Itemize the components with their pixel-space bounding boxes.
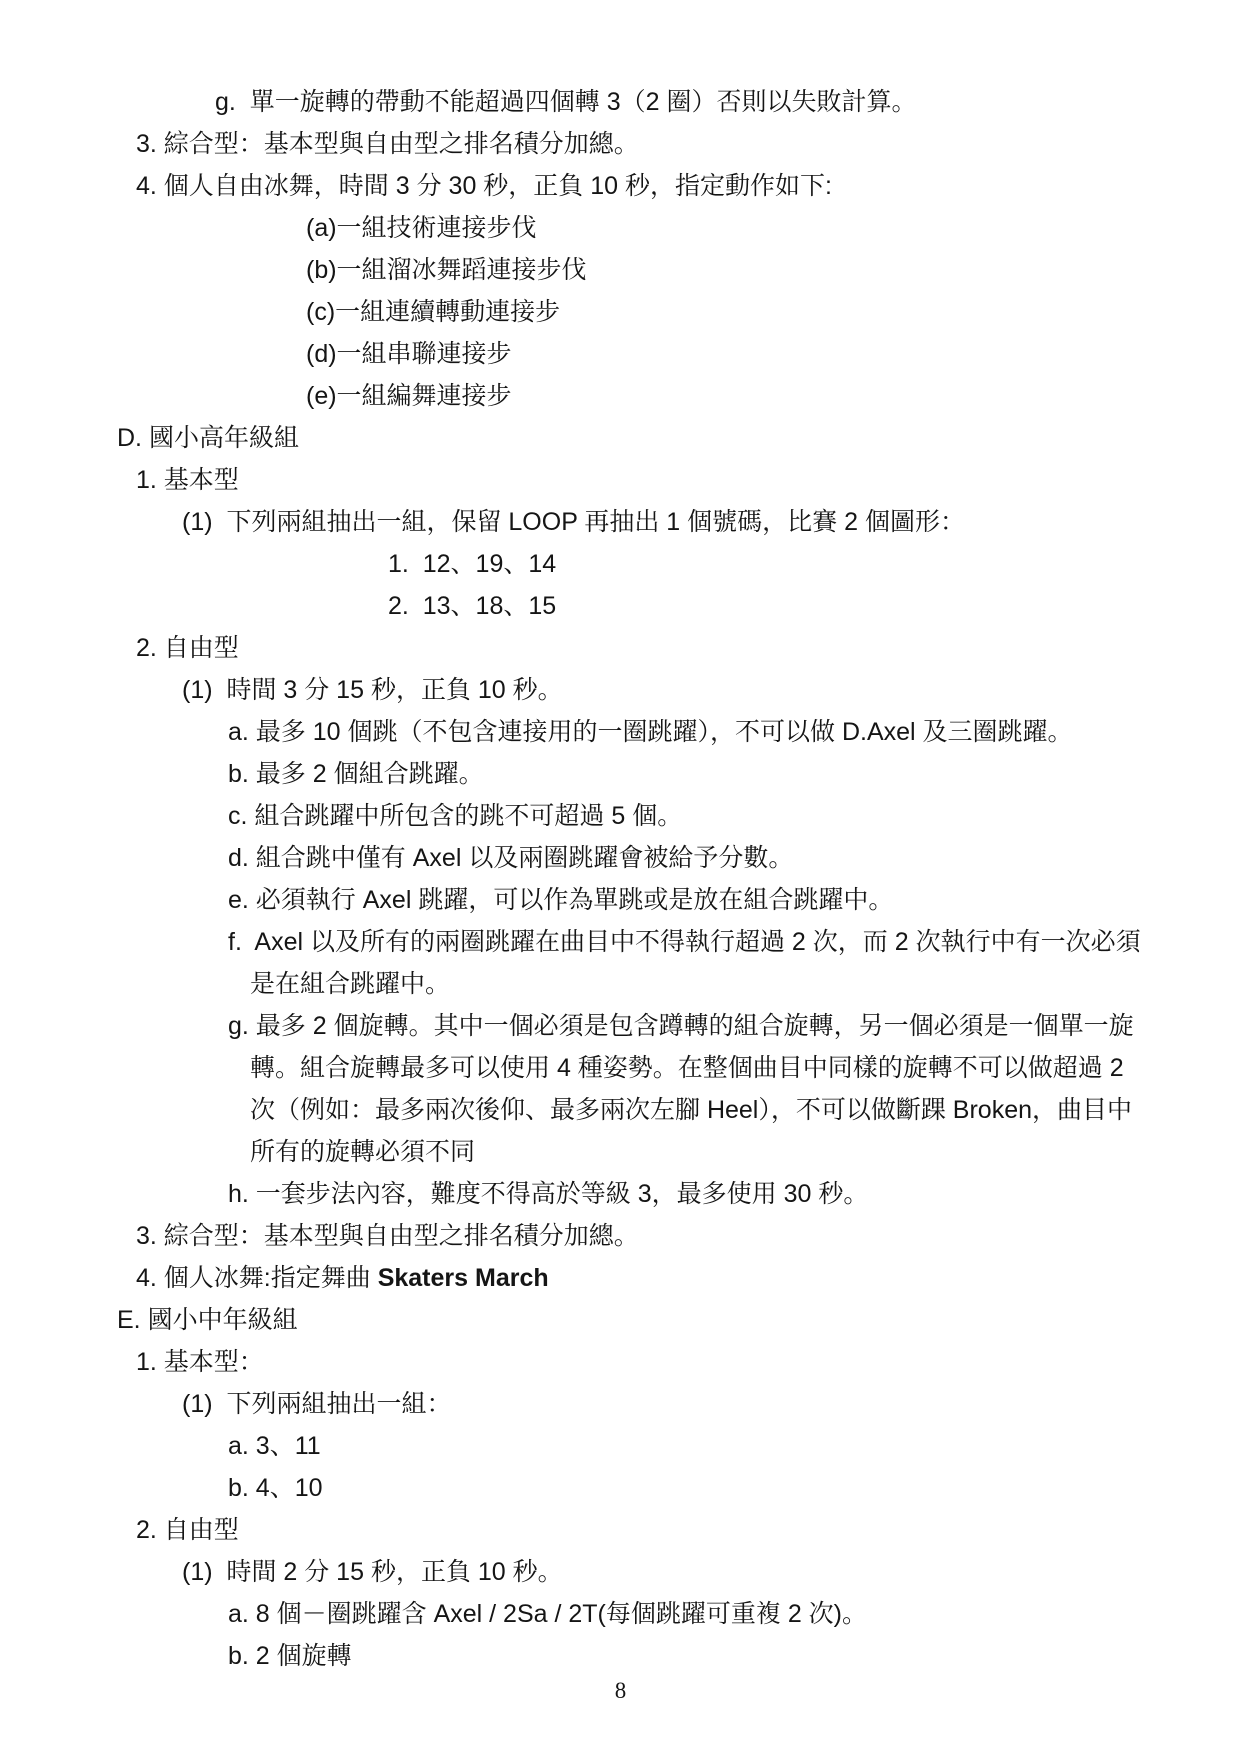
- text-line: [0, 879, 1241, 921]
- text-line: [0, 711, 1241, 753]
- text-run: 1. 基本型: [136, 466, 239, 494]
- text-line: [0, 921, 1241, 963]
- page-number: 8: [614, 1678, 627, 1703]
- text-run: b. 4、10: [228, 1474, 323, 1502]
- text-run: (1) 時間 2 分 15 秒，正負 10 秒。: [182, 1558, 563, 1586]
- text-line: [0, 1509, 1241, 1551]
- text-run: (a)一組技術連接步伐: [306, 214, 537, 242]
- text-line: [0, 1299, 1241, 1341]
- text-line: [0, 417, 1241, 459]
- text-run: 1. 12、19、14: [388, 550, 557, 578]
- text-line: [0, 1425, 1241, 1467]
- text-line: [0, 1593, 1241, 1635]
- text-run: a. 3、11: [228, 1432, 321, 1460]
- text-run: E. 國小中年級組: [117, 1306, 298, 1334]
- document-page: [0, 81, 1241, 1677]
- text-line: [0, 291, 1241, 333]
- text-line: [0, 753, 1241, 795]
- text-run: g. 最多 2 個旋轉。其中一個必須是包含蹲轉的組合旋轉，另一個必須是一個單一旋: [228, 1012, 1134, 1040]
- dance-tune-name: Skaters March: [377, 1264, 549, 1292]
- text-run: D. 國小高年級組: [117, 424, 299, 452]
- text-run: b. 2 個旋轉: [228, 1642, 352, 1670]
- text-line: [0, 1047, 1241, 1089]
- text-line: [0, 501, 1241, 543]
- text-run: 4. 個人自由冰舞，時間 3 分 30 秒，正負 10 秒，指定動作如下:: [136, 172, 832, 200]
- text-run: f. Axel 以及所有的兩圈跳躍在曲目中不得執行超過 2 次，而 2 次執行中有一次必須: [228, 928, 1141, 956]
- text-line: [0, 543, 1241, 585]
- text-line: [0, 585, 1241, 627]
- text-line: [0, 1551, 1241, 1593]
- text-run: (e)一組編舞連接步: [306, 382, 512, 410]
- text-run: 2. 自由型: [136, 634, 239, 662]
- text-run: 次（例如：最多兩次後仰、最多兩次左腳 Heel），不可以做斷踝 Broken，曲目中: [250, 1096, 1133, 1124]
- text-line: [0, 1089, 1241, 1131]
- text-line: [0, 249, 1241, 291]
- text-run: h. 一套步法內容，難度不得高於等級 3，最多使用 30 秒。: [228, 1180, 869, 1208]
- text-run: e. 必須執行 Axel 跳躍，可以作為單跳或是放在組合跳躍中。: [228, 886, 894, 914]
- text-line: [0, 1467, 1241, 1509]
- text-line: [0, 459, 1241, 501]
- text-run: c. 組合跳躍中所包含的跳不可超過 5 個。: [228, 802, 683, 830]
- text-line: [0, 333, 1241, 375]
- text-line: [0, 795, 1241, 837]
- text-run: (1) 下列兩組抽出一組：: [182, 1390, 452, 1418]
- text-line: [0, 1173, 1241, 1215]
- text-run: d. 組合跳中僅有 Axel 以及兩圈跳躍會被給予分數。: [228, 844, 794, 872]
- text-run: 2. 自由型: [136, 1516, 239, 1544]
- text-run: g. 單一旋轉的帶動不能超過四個轉 3（2 圈）否則以失敗計算。: [215, 88, 917, 116]
- text-line: [0, 81, 1241, 123]
- text-run: (c)一組連續轉動連接步: [306, 298, 561, 326]
- text-run: a. 8 個－圈跳躍含 Axel / 2Sa / 2T(每個跳躍可重複 2 次)。: [228, 1600, 868, 1628]
- text-line: [0, 1131, 1241, 1173]
- text-run: (1) 下列兩組抽出一組，保留 LOOP 再抽出 1 個號碼，比賽 2 個圖形：: [182, 508, 965, 536]
- text-run: 轉。組合旋轉最多可以使用 4 種姿勢。在整個曲目中同樣的旋轉不可以做超過 2: [250, 1054, 1124, 1082]
- text-run: 3. 綜合型：基本型與自由型之排名積分加總。: [136, 1222, 639, 1250]
- text-run: (1) 時間 3 分 15 秒，正負 10 秒。: [182, 676, 563, 704]
- text-run: 所有的旋轉必須不同: [250, 1138, 476, 1166]
- text-run: 3. 綜合型：基本型與自由型之排名積分加總。: [136, 130, 639, 158]
- text-run: (d)一組串聯連接步: [306, 340, 512, 368]
- text-line: [0, 1383, 1241, 1425]
- text-run: 4. 個人冰舞:指定舞曲: [136, 1264, 378, 1292]
- text-run: (b)一組溜冰舞蹈連接步伐: [306, 256, 587, 284]
- text-line: [0, 1341, 1241, 1383]
- text-line: [0, 1005, 1241, 1047]
- text-line: [0, 123, 1241, 165]
- text-run: 2. 13、18、15: [388, 592, 557, 620]
- text-line: [0, 627, 1241, 669]
- text-run: 是在組合跳躍中。: [250, 970, 451, 998]
- text-run: a. 最多 10 個跳（不包含連接用的一圈跳躍），不可以做 D.Axel 及三圈跳躍。: [228, 718, 1073, 746]
- text-line: [0, 207, 1241, 249]
- text-run: 1. 基本型：: [136, 1348, 264, 1376]
- text-line: [0, 1257, 1241, 1299]
- text-line: [0, 1215, 1241, 1257]
- text-run: b. 最多 2 個組合跳躍。: [228, 760, 484, 788]
- text-line: [0, 165, 1241, 207]
- text-line: [0, 837, 1241, 879]
- text-line: [0, 669, 1241, 711]
- text-line: [0, 963, 1241, 1005]
- text-line: [0, 375, 1241, 417]
